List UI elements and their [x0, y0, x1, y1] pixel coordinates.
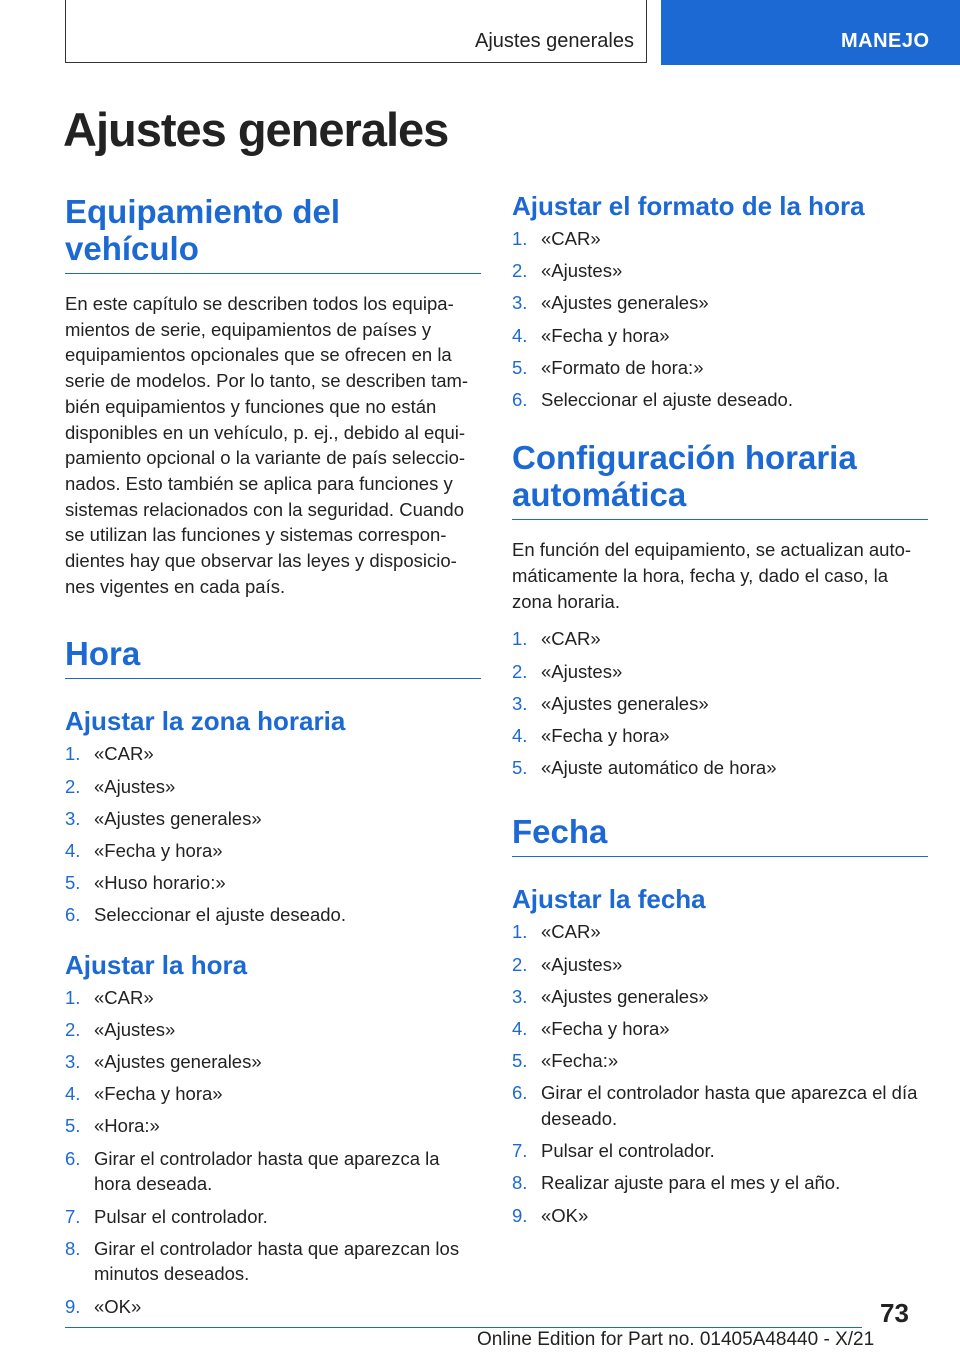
automatica-steps	[512, 626, 928, 781]
equipamiento-paragraph	[65, 291, 481, 599]
step-number: 4.	[65, 1083, 81, 1105]
step-number: 8.	[512, 1172, 528, 1194]
step-number: 5.	[65, 872, 81, 894]
list-item	[65, 838, 481, 864]
step-text: «Ajustes»	[541, 660, 623, 682]
automatica-paragraph	[512, 537, 928, 614]
left-column	[65, 190, 481, 1326]
step-text: «CAR»	[541, 921, 601, 943]
step-text: «Ajustes»	[541, 953, 623, 975]
paragraph-line: sistemas relacionados con la seguridad. Cuando	[65, 498, 465, 520]
step-text: «Fecha y hora»	[94, 840, 223, 862]
list-item	[65, 806, 481, 832]
list-item	[512, 659, 928, 685]
step-text: «Ajustes generales»	[94, 1051, 262, 1073]
step-text: «Ajustes generales»	[541, 985, 709, 1007]
paragraph-line: equipamientos opcionales que se ofrecen en la	[65, 344, 452, 366]
step-text: minutos deseados.	[94, 1263, 250, 1285]
step-number: 4.	[512, 1017, 528, 1039]
list-item	[512, 919, 928, 945]
step-number: 1.	[512, 921, 528, 943]
heading-line: automática	[512, 476, 687, 514]
list-item	[512, 1080, 928, 1131]
step-number: 5.	[65, 1115, 81, 1137]
paragraph-line: En función del equipamiento, se actualizan auto‐	[512, 539, 912, 561]
heading-configuracion-automatica	[512, 439, 928, 520]
step-number: 4.	[512, 724, 528, 746]
step-text: Pulsar el controlador.	[541, 1140, 715, 1162]
step-number: 2.	[512, 660, 528, 682]
list-item	[65, 1113, 481, 1139]
heading-ajustar-formato-hora: Ajustar el formato de la hora	[512, 191, 865, 221]
ajustar-hora-steps	[65, 985, 481, 1320]
header-tab-manejo[interactable]	[661, 0, 960, 65]
step-text: «Fecha y hora»	[94, 1083, 223, 1105]
list-item	[512, 226, 928, 252]
list-item	[512, 1048, 928, 1074]
step-text: «CAR»	[541, 628, 601, 650]
list-item	[65, 1294, 481, 1320]
heading-fecha: Fecha	[512, 813, 928, 857]
step-text: «OK»	[94, 1295, 142, 1317]
header-section-title: Ajustes generales	[475, 30, 634, 52]
step-number: 4.	[65, 840, 81, 862]
step-number: 2.	[512, 260, 528, 282]
list-item	[512, 323, 928, 349]
step-number: 6.	[65, 904, 81, 926]
heading-equipamiento: Equipamiento del vehículo	[65, 193, 481, 274]
step-number: 5.	[512, 757, 528, 779]
list-item	[65, 902, 481, 928]
step-text: «Fecha y hora»	[541, 1017, 670, 1039]
step-text: «Ajustes generales»	[94, 807, 262, 829]
step-text: «Ajustes generales»	[541, 292, 709, 314]
header-tab-label: MANEJO	[841, 30, 930, 52]
step-text: «CAR»	[94, 743, 154, 765]
step-text: «Huso horario:»	[94, 872, 226, 894]
page-title: Ajustes generales	[63, 103, 449, 156]
step-number: 2.	[65, 1018, 81, 1040]
list-item	[65, 1236, 481, 1287]
page-number: 73	[880, 1298, 909, 1328]
step-number: 1.	[65, 743, 81, 765]
step-text: Realizar ajuste para el mes y el año.	[541, 1172, 841, 1194]
step-text: «CAR»	[541, 228, 601, 249]
step-text: Seleccionar el ajuste deseado.	[541, 389, 793, 411]
list-item	[512, 1203, 928, 1229]
step-text: Girar el controlador hasta que aparezcan los	[94, 1237, 460, 1259]
heading-line: Configuración horaria	[512, 439, 857, 477]
step-text: Pulsar el controlador.	[94, 1205, 268, 1227]
step-text: «Fecha:»	[541, 1050, 619, 1072]
list-item	[512, 258, 928, 284]
step-text: «Formato de hora:»	[541, 356, 704, 378]
step-text: Girar el controlador hasta que aparezca la	[94, 1147, 440, 1169]
step-text: «Hora:»	[94, 1115, 160, 1137]
list-item	[65, 1049, 481, 1075]
step-text: hora deseada.	[94, 1173, 213, 1195]
step-text: «Fecha y hora»	[541, 724, 670, 746]
step-number: 7.	[65, 1205, 81, 1227]
footer-edition: Online Edition for Part no. 01405A48440 - X/21	[477, 1329, 875, 1350]
paragraph-line: pamiento opcional o la variante de país seleccio‐	[65, 447, 466, 469]
heading-ajustar-zona-horaria: Ajustar la zona horaria	[65, 706, 346, 737]
list-item	[512, 626, 928, 652]
list-item	[65, 1081, 481, 1107]
list-item	[512, 755, 928, 781]
step-text: Girar el controlador hasta que aparezca el día	[541, 1082, 918, 1104]
step-number: 3.	[512, 985, 528, 1007]
step-text: «Ajustes»	[541, 260, 623, 282]
step-number: 2.	[65, 775, 81, 797]
heading-ajustar-hora: Ajustar la hora	[65, 949, 248, 980]
paragraph-line: se utilizan las funciones y sistemas correspon‐	[65, 524, 447, 546]
step-text: Seleccionar el ajuste deseado.	[94, 904, 346, 926]
paragraph-line: dientes hay que observar las leyes y disposicio‐	[65, 550, 457, 572]
step-text: «Ajustes»	[94, 1018, 176, 1040]
list-item	[512, 290, 928, 316]
heading-ajustar-fecha: Ajustar la fecha	[512, 884, 706, 915]
step-number: 8.	[65, 1237, 81, 1259]
list-item	[65, 741, 481, 767]
paragraph-line: disponibles en un vehículo, p. ej., debido al equi‐	[65, 421, 466, 443]
step-number: 6.	[512, 1082, 528, 1104]
heading-hora: Hora	[65, 635, 481, 679]
list-item	[512, 1138, 928, 1164]
step-number: 4.	[512, 324, 528, 346]
list-item	[65, 985, 481, 1011]
paragraph-line: nes vigentes en cada país.	[65, 575, 286, 597]
step-text: «OK»	[541, 1204, 589, 1226]
paragraph-line: En este capítulo se describen todos los equipa‐	[65, 293, 454, 314]
list-item	[512, 984, 928, 1010]
step-number: 1.	[512, 628, 528, 650]
step-number: 3.	[65, 807, 81, 829]
step-number: 2.	[512, 953, 528, 975]
list-item	[512, 355, 928, 381]
step-text: «Fecha y hora»	[541, 324, 670, 346]
step-number: 5.	[512, 1050, 528, 1072]
step-number: 6.	[512, 389, 528, 411]
step-number: 5.	[512, 356, 528, 378]
list-item	[512, 723, 928, 749]
step-number: 1.	[512, 228, 528, 249]
step-number: 7.	[512, 1140, 528, 1162]
header-section-box	[65, 0, 647, 63]
step-number: 1.	[65, 986, 81, 1008]
paragraph-line: máticamente la hora, fecha y, dado el caso, la	[512, 564, 889, 586]
step-text: deseado.	[541, 1108, 618, 1130]
step-text: «Ajustes generales»	[541, 692, 709, 714]
step-number: 3.	[512, 692, 528, 714]
zona-horaria-steps	[65, 741, 481, 928]
step-text: «CAR»	[94, 986, 154, 1008]
step-number: 9.	[512, 1204, 528, 1226]
list-item	[512, 387, 928, 413]
list-item	[65, 1146, 481, 1197]
step-text: «Ajustes»	[94, 775, 176, 797]
step-text: «Ajuste automático de hora»	[541, 757, 777, 779]
list-item	[512, 1016, 928, 1042]
list-item	[65, 1204, 481, 1230]
paragraph-line: bién equipamientos y funciones que no están	[65, 395, 437, 417]
step-number: 6.	[65, 1147, 81, 1169]
paragraph-line: mientos de serie, equipamientos de países y	[65, 318, 432, 340]
list-item	[512, 691, 928, 717]
step-number: 3.	[65, 1051, 81, 1073]
list-item	[512, 952, 928, 978]
right-column	[512, 190, 928, 1235]
formato-hora-steps	[512, 226, 928, 413]
paragraph-line: nados. Esto también se aplica para funciones y	[65, 472, 453, 494]
list-item	[65, 870, 481, 896]
ajustar-fecha-steps	[512, 919, 928, 1228]
step-number: 9.	[65, 1295, 81, 1317]
paragraph-line: zona horaria.	[512, 590, 620, 612]
list-item	[65, 774, 481, 800]
list-item	[65, 1017, 481, 1043]
list-item	[512, 1170, 928, 1196]
footer-divider	[65, 1327, 862, 1328]
step-number: 3.	[512, 292, 528, 314]
paragraph-line: serie de modelos. Por lo tanto, se describen tam‐	[65, 370, 469, 392]
